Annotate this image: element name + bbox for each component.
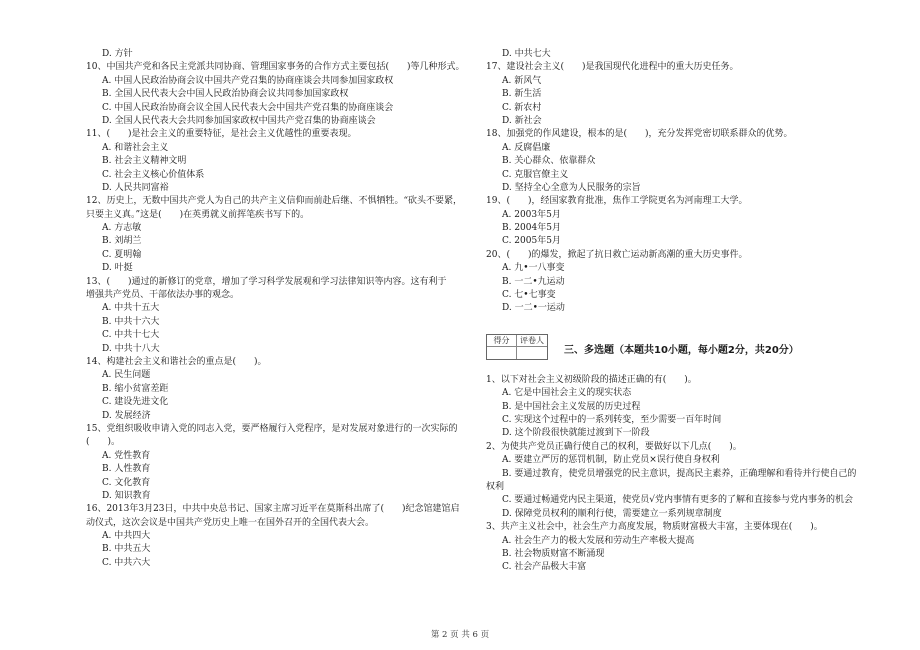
- answer-option: B. 刘胡兰: [102, 236, 142, 247]
- answer-option: C. 中共六大: [102, 557, 151, 568]
- score-table: [486, 334, 548, 360]
- answer-option: D. 这个阶段很快就能过渡到下一阶段: [502, 428, 650, 439]
- question-text: 20、( )的爆发，掀起了抗日救亡运动新高潮的重大历史事件。: [486, 249, 748, 260]
- question-continuation: ( )。: [86, 437, 121, 448]
- grader-cell: [517, 347, 547, 359]
- grader-label: 评卷人: [517, 335, 547, 347]
- answer-option: D. 人民共同富裕: [102, 182, 169, 193]
- answer-option: C. 社会产品极大丰富: [502, 562, 587, 573]
- answer-option: A. 2003年5月: [502, 209, 561, 220]
- right-column: [486, 48, 882, 575]
- answer-option: C. 实现这个过程中的一系列转变，至少需要一百年时间: [502, 414, 722, 425]
- answer-option: D. 中共十八大: [102, 343, 160, 354]
- answer-option: D. 中共七大: [502, 49, 551, 59]
- answer-option: A. 它是中国社会主义的现实状态: [502, 388, 632, 399]
- answer-option: D. 一二•一运动: [502, 303, 565, 314]
- answer-option: D. 发展经济: [102, 410, 151, 421]
- answer-option: D. 保障党员权利的顺利行使，需要建立一系列规章制度: [502, 508, 722, 519]
- answer-option: C. 社会主义核心价值体系: [102, 169, 205, 180]
- answer-option: D. 坚持全心全意为人民服务的宗旨: [502, 182, 641, 193]
- page-footer: 第 2 页 共 6 页: [430, 630, 490, 640]
- question-text: 19、( )，经国家教育批准，焦作工学院更名为河南理工大学。: [486, 196, 748, 207]
- section-title: 三、多选题（本题共10小题，每小题2分，共20分）: [564, 344, 799, 356]
- question-text: 10、中国共产党和各民主党派共同协商、管理国家事务的合作方式主要包括( )等几种形式。: [86, 62, 465, 73]
- question-continuation: 增强共产党员、干部依法办事的观念。: [86, 290, 240, 301]
- answer-option: B. 关心群众、依靠群众: [502, 156, 596, 167]
- answer-option: D. 方针: [102, 49, 133, 59]
- answer-option: B. 缩小贫富差距: [102, 383, 169, 394]
- answer-option: D. 新社会: [502, 115, 542, 126]
- answer-option: A. 中共四大: [102, 531, 151, 542]
- answer-option: B. 社会主义精神文明: [102, 156, 187, 167]
- answer-option: B. 一二•九运动: [502, 276, 565, 287]
- answer-option: B. 社会物质财富不断涌现: [502, 548, 605, 559]
- answer-option: A. 反腐倡廉: [502, 142, 551, 153]
- left-column: [86, 48, 472, 570]
- section-header: [486, 334, 882, 374]
- question-text: 17、建设社会主义( )是我国现代化进程中的重大历史任务。: [486, 62, 739, 73]
- answer-option: A. 中共十五大: [102, 303, 160, 314]
- question-continuation: 只要主义真。”这是( )在英勇就义前挥笔疾书写下的。: [86, 209, 310, 220]
- answer-option: A. 九•一八事变: [502, 263, 565, 274]
- answer-option: B. 中共五大: [102, 544, 151, 555]
- score-label: 得分: [487, 335, 517, 347]
- answer-option: A. 新风气: [502, 75, 542, 86]
- question-continuation: 权利: [486, 481, 505, 492]
- answer-option: B. 2004年5月: [502, 223, 561, 234]
- question-text: 1、以下对社会主义初级阶段的描述正确的有( )。: [486, 374, 697, 385]
- answer-option: B. 要通过教育，使党员增强党的民主意识，提高民主素养，正确理解和看待并行使自己的: [502, 468, 857, 479]
- answer-option: B. 全国人民代表大会中国人民政治协商会议共同参加国家政权: [102, 89, 349, 100]
- question-continuation: 动仪式，这次会议是中国共产党历史上唯一在国外召开的全国代表大会。: [86, 517, 375, 528]
- question-text: 18、加强党的作风建设，根本的是( )，充分发挥党密切联系群众的优势。: [486, 129, 793, 140]
- answer-option: C. 夏明翰: [102, 249, 142, 260]
- answer-option: B. 新生活: [502, 89, 542, 100]
- answer-option: A. 和谐社会主义: [102, 142, 169, 153]
- question-text: 2、为使共产党员正确行使自己的权利，要做好以下几点( )。: [486, 441, 742, 452]
- question-text: 15、党组织吸收申请入党的同志入党，要严格履行入党程序，是对发展对象进行的一次实际的: [86, 423, 458, 434]
- question-text: 13、( )通过的新修订的党章，增加了学习科学发展观和学习法律知识等内容。这有利于: [86, 276, 447, 287]
- question-text: 12、历史上，无数中国共产党人为自己的共产主义信仰而前赴后继、不惧牺牲。“砍头不要紧，: [86, 196, 463, 207]
- answer-option: D. 全国人民代表大会共同参加国家政权中国共产党召集的协商座谈会: [102, 115, 376, 126]
- answer-option: C. 克服官僚主义: [502, 169, 569, 180]
- answer-option: A. 中国人民政治协商会议中国共产党召集的协商座谈会共同参加国家政权: [102, 75, 394, 86]
- answer-option: A. 社会生产力的极大发展和劳动生产率极大提高: [502, 535, 695, 546]
- score-cell: [487, 347, 517, 359]
- answer-option: C. 中共十七大: [102, 330, 160, 341]
- answer-option: C. 七•七事变: [502, 290, 556, 301]
- answer-option: C. 2005年5月: [502, 236, 561, 247]
- right-column-questions: [486, 48, 882, 316]
- answer-option: C. 建设先进文化: [102, 397, 169, 408]
- question-text: 3、共产主义社会中，社会生产力高度发展，物质财富极大丰富，主要体现在( )。: [486, 522, 823, 533]
- question-text: 11、( )是社会主义的重要特征，是社会主义优越性的重要表现。: [86, 129, 357, 140]
- answer-option: D. 知识教育: [102, 490, 151, 501]
- answer-option: C. 要通过畅通党内民主渠道，使党员√党内事情有更多的了解和直接参与党内事务的机会: [502, 495, 854, 506]
- answer-option: C. 文化教育: [102, 477, 151, 488]
- answer-option: A. 要建立严厉的惩罚机制，防止党员×误行使自身权利: [502, 455, 720, 466]
- answer-option: B. 是中国社会主义发展的历史过程: [502, 401, 641, 412]
- question-text: 14、构建社会主义和谐社会的重点是( )。: [86, 356, 267, 367]
- answer-option: A. 方志敏: [102, 223, 142, 234]
- answer-option: C. 新农村: [502, 102, 542, 113]
- answer-option: B. 人性教育: [102, 464, 151, 475]
- question-text: 16、2013年3月23日，中共中央总书记、国家主席习近平在莫斯科出席了( )纪念馆建馆启: [86, 504, 460, 515]
- answer-option: B. 中共十六大: [102, 316, 160, 327]
- multi-choice-questions: [486, 374, 882, 575]
- answer-option: D. 叶挺: [102, 263, 133, 274]
- answer-option: A. 党性教育: [102, 450, 151, 461]
- answer-option: C. 中国人民政治协商会议全国人民代表大会中国共产党召集的协商座谈会: [102, 102, 394, 113]
- answer-option: A. 民生问题: [102, 370, 151, 381]
